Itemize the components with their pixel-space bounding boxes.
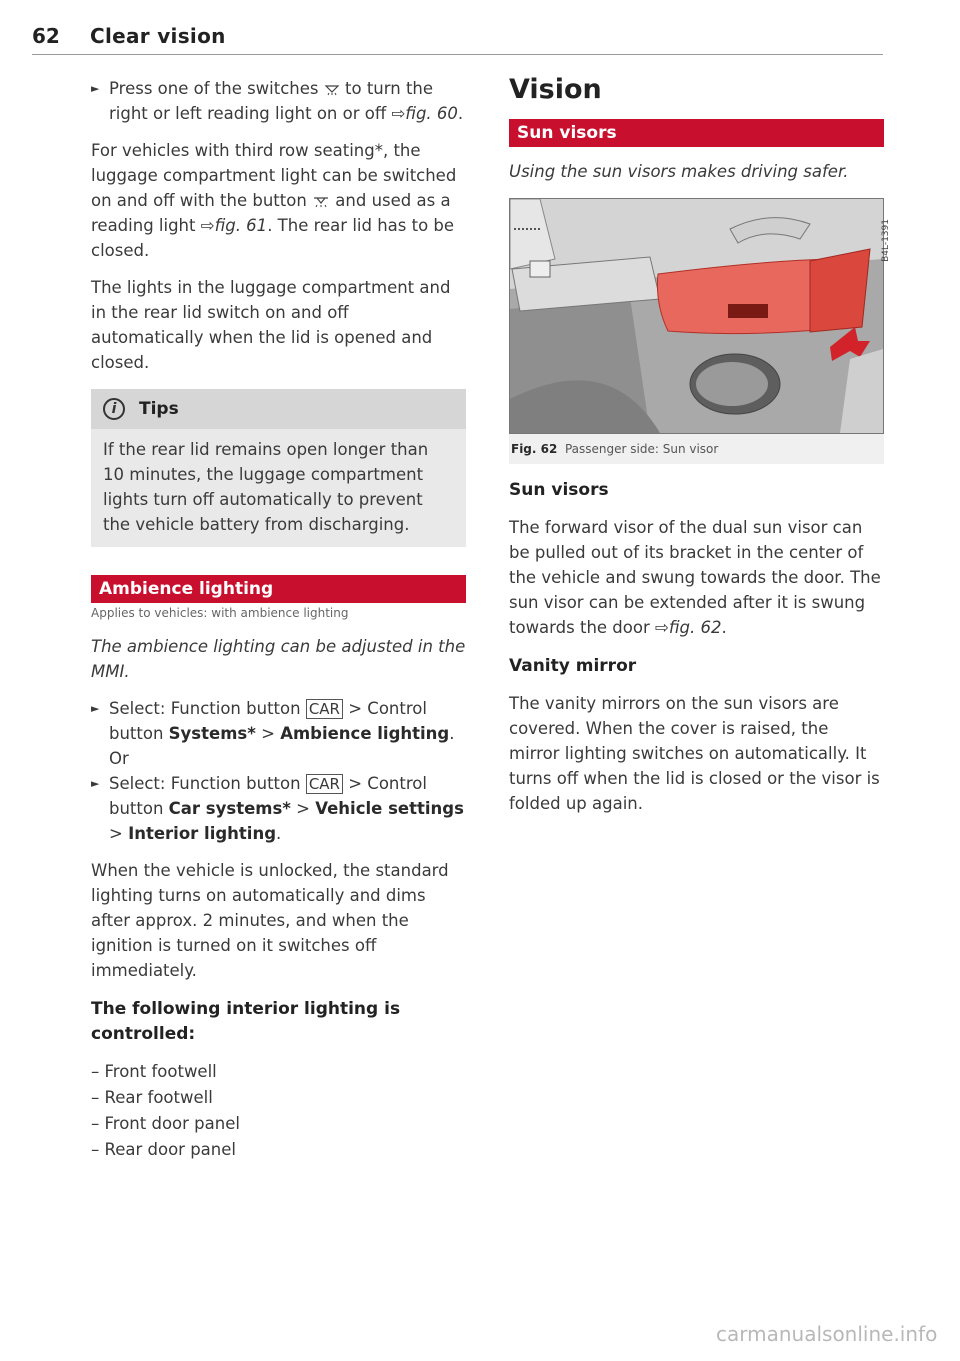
fig-61-link[interactable]: ⇨fig. 61 [200,216,268,235]
sun-visors-paragraph: The forward visor of the dual sun visor can be pulled out of its bracket in the center of the vehicle and swung towards the door. The sun visor can be extended after it is swung towards the door ⇨fig. 62. [509,518,881,637]
tips-title: Tips [139,399,179,419]
section-title: Clear vision [90,24,226,48]
vanity-mirror-paragraph: The vanity mirrors on the sun visors are covered. When the cover is raised, the mirror lighting switches on automatically. It turns off when the lid is closed or the visor is folded up again. [509,694,880,813]
car-button[interactable]: CAR [306,699,343,719]
luggage-light-paragraph: For vehicles with third row seating*, the luggage compartment light can be switched on and off with the button and used as a reading light ⇨fig. 61. The rear lid has to be closed. [91,141,457,260]
car-button[interactable]: CAR [306,774,343,794]
sun-visor-illustration [510,199,883,433]
fig-60-link[interactable]: ⇨fig. 60 [391,104,458,123]
list-item: – Front footwell [91,1062,217,1081]
info-icon: i [103,398,125,420]
ambience-lighting-heading: Ambience lighting [91,575,466,603]
applies-note: Applies to vehicles: with ambience lighting [91,606,349,620]
list-item: – Front door panel [91,1114,240,1133]
sun-visors-heading: Sun visors [509,119,884,147]
controlled-list-heading: The following interior lighting is controlled: [91,999,401,1044]
right-column [509,72,891,816]
controlled-list [91,1059,466,1163]
bullet-arrow-icon: ► [91,82,100,95]
reading-light-switch-icon [324,84,340,96]
figure-caption: Fig. 62 Passenger side: Sun visor [509,434,884,464]
sun-visor-figure [509,198,891,434]
fig-62-link[interactable]: ⇨fig. 62 [655,618,722,637]
ambience-step-2: ► Select: Function button CAR > Control button Car systems* > Vehicle settings > Interior lighting. [91,771,466,846]
tips-box [91,389,466,547]
figure-code: B4L-1391 [881,219,891,262]
ambience-paragraph: When the vehicle is unlocked, the standard lighting turns on automatically and dims after approx. 2 minutes, and when the ignition is turned on it switches off immediately. [91,861,449,980]
luggage-light-button-icon [312,196,330,208]
left-column [91,76,466,1163]
bullet-arrow-icon: ► [91,702,100,715]
page-header [32,24,883,55]
watermark: carmanualsonline.info [716,1322,938,1346]
reading-light-step: ► Press one of the switches to turn the right or left reading light on or off ⇨fig. 60. [91,76,466,126]
bullet-arrow-icon: ► [91,777,100,790]
tips-body: If the rear lid remains open longer than 10 minutes, the luggage compartment lights turn off automatically to prevent the vehicle battery from discharging. [103,440,429,534]
sun-visors-subheading: Sun visors [509,480,609,500]
sun-visors-intro: Using the sun visors makes driving safer. [509,162,849,181]
ambience-step-1: ► Select: Function button CAR > Control button Systems* > Ambience lighting. Or [91,696,466,771]
list-item: – Rear footwell [91,1088,213,1107]
luggage-auto-paragraph: The lights in the luggage compartment and in the rear lid switch on and off automatically when the lid is opened and closed. [91,278,451,372]
list-item: – Rear door panel [91,1140,236,1159]
vanity-mirror-subheading: Vanity mirror [509,656,637,676]
page-number: 62 [32,24,60,48]
ambience-intro: The ambience lighting can be adjusted in the MMI. [91,637,466,681]
vision-heading: Vision [509,74,602,105]
tips-header [91,389,466,429]
